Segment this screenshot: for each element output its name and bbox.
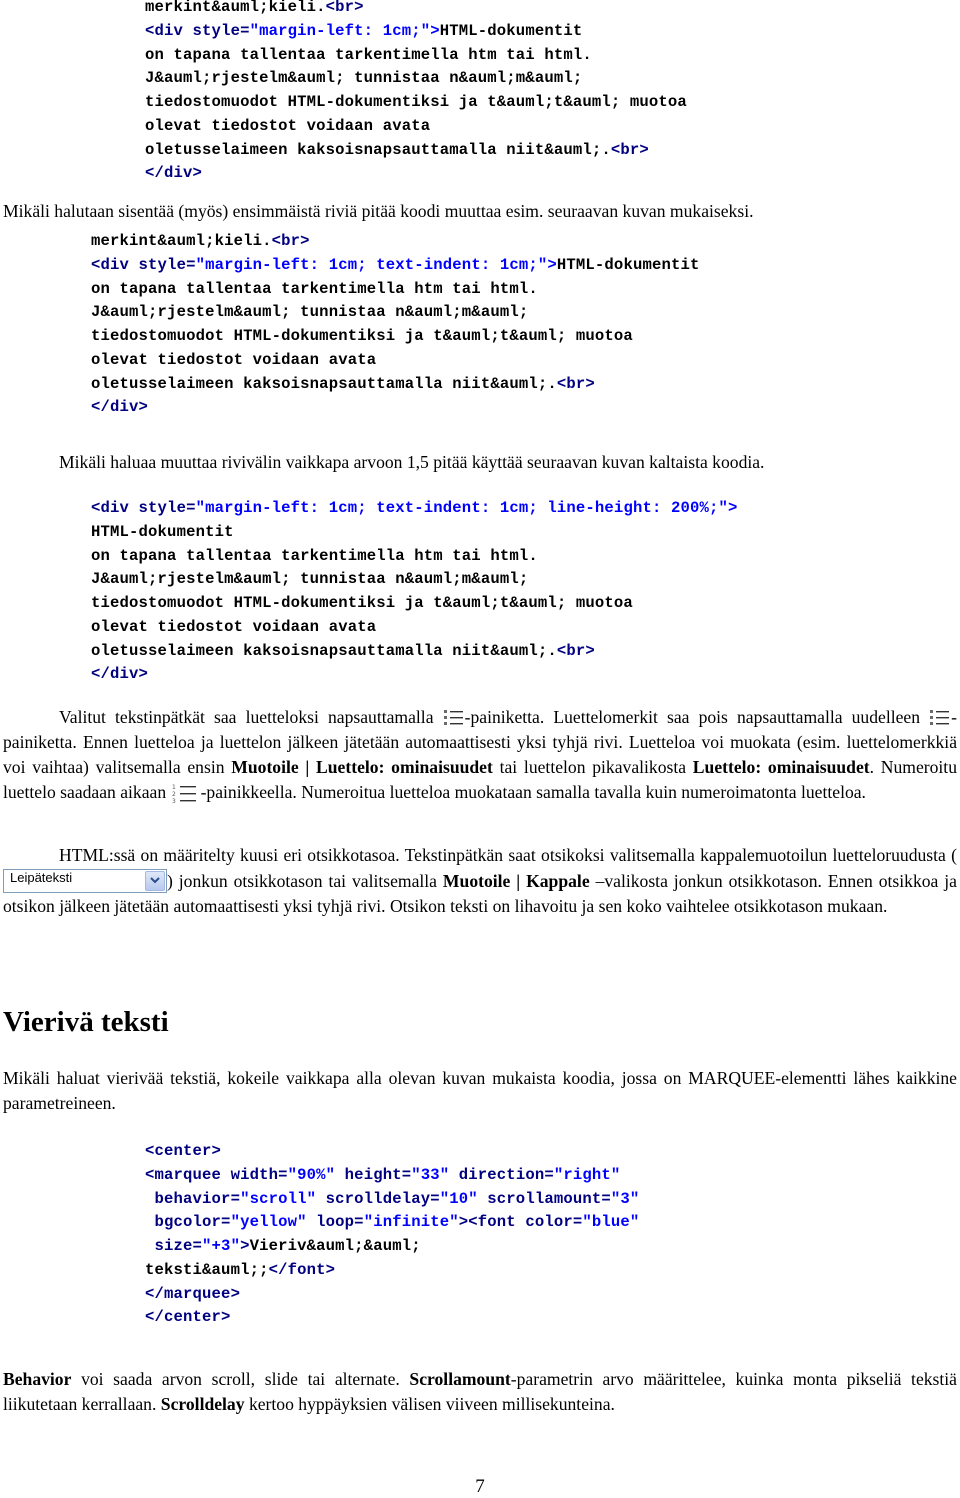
- heading-paragraph: [3, 843, 957, 920]
- code-token: "margin-left: 1cm; text-indent: 1cm; line-height: 200%;">: [195, 499, 738, 517]
- code-line: [145, 1164, 639, 1188]
- code-token: "margin-left: 1cm;">: [249, 21, 440, 40]
- text: ) jonkun otsikkotason tai valitsemalla: [167, 870, 437, 891]
- code-token: </center>: [145, 1308, 231, 1327]
- code-token: scrollamount=: [477, 1189, 611, 1208]
- code-token: "margin-left: 1cm; text-indent: 1cm;">: [195, 255, 557, 274]
- code-token: "infinite": [363, 1213, 459, 1232]
- code-token: HTML-dokumentit: [556, 255, 700, 274]
- term: Behavior: [3, 1369, 72, 1389]
- code-token: "yellow": [230, 1213, 307, 1232]
- code-token: >: [240, 1237, 250, 1255]
- code-token: "blue": [582, 1213, 640, 1232]
- code-token: "10": [439, 1189, 478, 1208]
- code-line: [91, 545, 738, 569]
- code-token: tiedostomuodot HTML-dokumentiksi ja t&auml;t&auml; muotoa: [145, 93, 687, 111]
- code-line: [91, 497, 738, 521]
- code-line: [145, 1188, 639, 1212]
- code-line: [91, 568, 738, 592]
- code-token: </div>: [91, 665, 149, 684]
- text: . Numeroitu luettelo saadaan aikaan: [3, 757, 957, 802]
- code-token: olevat tiedostot voidaan avata: [91, 617, 377, 636]
- code-line: [91, 349, 700, 373]
- code-token: <br>: [271, 232, 310, 250]
- svg-text:2: 2: [171, 791, 176, 798]
- code-line: [145, 1235, 639, 1259]
- code-token: HTML-dokumentit: [91, 522, 234, 541]
- text: -painiketta. Ennen luetteloa ja luettelon jälkeen jätetään automaattisesti yksi tyhjä rivi. Luetteloa voi muokata (esim. luettelomerkkiä voi vaihtaa) valitsemalla ensin: [3, 707, 957, 777]
- code-token: "right": [553, 1165, 621, 1184]
- term: Scrollamount: [409, 1369, 511, 1389]
- code-line: [91, 663, 738, 687]
- code-line: [91, 396, 700, 420]
- text: Mikäli haluat vierivää tekstiä, kokeile vaikkapa alla olevan kuvan mukaista koodia, jossa on MARQUEE-elementti lähes kaikkine parametreineen.: [3, 1068, 957, 1113]
- code-token: <br>: [325, 0, 364, 16]
- section-heading: Vierivä teksti: [3, 1006, 169, 1038]
- paragraph-line-height: [59, 450, 957, 475]
- code-token: tiedostomuodot HTML-dokumentiksi ja t&auml;t&auml; muotoa: [91, 594, 633, 612]
- code-token: direction=: [449, 1165, 554, 1184]
- code-block-2: [91, 230, 700, 420]
- code-token: loop=: [306, 1213, 364, 1232]
- dropdown-value: Leipäteksti: [10, 869, 73, 885]
- code-token: olevat tiedostot voidaan avata: [145, 116, 431, 135]
- code-token: </font>: [268, 1260, 336, 1279]
- list-paragraph: [3, 705, 957, 805]
- code-token: "90%": [287, 1165, 336, 1184]
- code-line: [145, 20, 687, 44]
- code-block-3: [91, 497, 738, 687]
- code-line: [91, 301, 700, 325]
- code-line: [145, 44, 687, 68]
- code-line: [91, 278, 700, 302]
- code-token: <marquee width=: [145, 1165, 288, 1184]
- text: voi saada arvon scroll, slide tai alternate.: [81, 1369, 400, 1389]
- paragraph-first-line-indent: [3, 199, 957, 224]
- code-token: J&auml;rjestelm&auml; tunnistaa n&auml;m&auml;: [91, 303, 529, 322]
- text: Valitut tekstinpätkät saa luetteloksi napsauttamalla: [59, 707, 434, 727]
- code-token: style=: [138, 499, 196, 517]
- text: HTML:ssä on määritelty kuusi eri otsikkotasoa. Tekstinpätkän saat otsikoksi valitsemalla kappalemuotoilun luetteloruudusta (: [59, 845, 957, 865]
- code-token: oletusselaimeen kaksoisnapsauttamalla niit&auml;.: [91, 641, 557, 660]
- code-line: [91, 230, 700, 254]
- bulleted-list-icon[interactable]: [929, 708, 951, 726]
- code-line: [91, 254, 700, 278]
- code-line: [145, 1211, 639, 1235]
- menu-path: Muotoile | Kappale: [442, 870, 590, 891]
- code-line: [91, 616, 738, 640]
- code-token: on tapana tallentaa tarkentimella htm tai html.: [91, 279, 538, 298]
- code-line: [91, 373, 700, 397]
- menu-path: Luettelo: ominaisuudet: [692, 757, 870, 777]
- code-token: </div>: [91, 398, 149, 417]
- code-line: [145, 1306, 639, 1330]
- code-line: [145, 67, 687, 91]
- code-token: J&auml;rjestelm&auml; tunnistaa n&auml;m&auml;: [91, 570, 529, 589]
- code-token: <div: [91, 499, 139, 517]
- text: -painiketta. Luettelomerkit saa pois napsauttamalla uudelleen: [464, 707, 921, 727]
- code-token: <br>: [556, 641, 595, 660]
- code-token: <font color=: [468, 1213, 583, 1232]
- code-token: olevat tiedostot voidaan avata: [91, 350, 377, 369]
- code-token: "+3": [202, 1237, 241, 1255]
- code-line: [91, 640, 738, 664]
- code-token: <div: [91, 255, 139, 274]
- code-token: </div>: [145, 164, 203, 183]
- code-line: [145, 115, 687, 139]
- code-token: size=: [145, 1237, 203, 1255]
- numbered-list-icon[interactable]: [171, 783, 201, 805]
- svg-text:1: 1: [171, 784, 176, 791]
- code-token: merkint&auml;kieli.: [91, 232, 272, 250]
- code-token: "33": [411, 1165, 450, 1184]
- code-token: >: [458, 1213, 469, 1232]
- code-token: <div: [145, 21, 193, 40]
- code-token: on tapana tallentaa tarkentimella htm tai html.: [91, 546, 538, 565]
- code-token: teksti&auml;;: [145, 1260, 269, 1279]
- paragraph-style-dropdown[interactable]: [3, 869, 167, 893]
- code-line: [145, 1140, 639, 1164]
- chevron-down-icon[interactable]: [145, 871, 165, 891]
- code-token: oletusselaimeen kaksoisnapsauttamalla niit&auml;.: [145, 140, 611, 159]
- term: Scrolldelay: [160, 1394, 245, 1414]
- code-line: [145, 91, 687, 115]
- code-block-1: [145, 0, 687, 186]
- code-token: style=: [138, 255, 196, 274]
- code-token: </marquee>: [145, 1284, 241, 1303]
- code-token: "3": [610, 1189, 640, 1208]
- code-token: HTML-dokumentit: [439, 21, 583, 40]
- behavior-paragraph: [3, 1367, 957, 1417]
- code-token: J&auml;rjestelm&auml; tunnistaa n&auml;m&auml;: [145, 69, 583, 88]
- code-line: [145, 139, 687, 163]
- code-token: oletusselaimeen kaksoisnapsauttamalla niit&auml;.: [91, 374, 557, 393]
- code-line: [145, 0, 687, 20]
- bulleted-list-icon[interactable]: [443, 708, 465, 726]
- code-token: <center>: [145, 1142, 222, 1160]
- text: –valikosta jonkun otsikkotason. Ennen otsikkoa ja otsikon jälkeen jätetään automaattisesti yksi tyhjä rivi. Otsikon teksti on lihavoitu ja sen koko vaihtelee otsikkotason mukaan.: [3, 870, 957, 916]
- marquee-intro-paragraph: [3, 1066, 957, 1116]
- code-line: [145, 1259, 639, 1283]
- text: tai luettelon pikavalikosta: [499, 757, 687, 777]
- code-line: [145, 1283, 639, 1307]
- code-token: behavior=: [145, 1189, 241, 1208]
- code-line: [91, 592, 738, 616]
- code-token: merkint&auml;kieli.: [145, 0, 326, 16]
- svg-text:3: 3: [171, 798, 176, 805]
- code-line: [145, 162, 687, 186]
- code-token: scrolldelay=: [316, 1189, 440, 1208]
- code-token: tiedostomuodot HTML-dokumentiksi ja t&auml;t&auml; muotoa: [91, 327, 633, 345]
- menu-path: Muotoile | Luettelo: ominaisuudet: [231, 757, 493, 777]
- code-token: "scroll": [240, 1189, 317, 1208]
- page-number: 7: [475, 1476, 485, 1497]
- code-token: on tapana tallentaa tarkentimella htm tai html.: [145, 45, 592, 64]
- code-line: [91, 521, 738, 545]
- text: -painikkeella. Numeroitua luetteloa muokataan samalla tavalla kuin numeroimatonta luetteloa.: [200, 782, 866, 802]
- code-token: style=: [192, 21, 250, 40]
- text: kertoo hyppäyksien välisen viiveen millisekunteina.: [248, 1394, 615, 1414]
- code-token: height=: [335, 1165, 412, 1184]
- paragraph-text: Mikäli halutaan sisentää (myös) ensimmäistä riviä pitää koodi muuttaa esim. seuraavan kuvan mukaiseksi.: [3, 201, 754, 221]
- paragraph-text: Mikäli haluaa muuttaa rivivälin vaikkapa arvoon 1,5 pitää käyttää seuraavan kuvan kaltaista koodia.: [59, 452, 765, 472]
- code-token: <br>: [610, 140, 649, 159]
- code-line: [91, 325, 700, 349]
- code-block-4: [145, 1140, 639, 1330]
- code-token: <br>: [556, 374, 595, 393]
- text: -parametrin arvo määrittelee, kuinka monta pikseliä tekstiä liikutetaan kerrallaan.: [3, 1369, 957, 1414]
- code-token: bgcolor=: [145, 1213, 231, 1232]
- code-token: Vieriv&auml;&auml;: [249, 1237, 421, 1255]
